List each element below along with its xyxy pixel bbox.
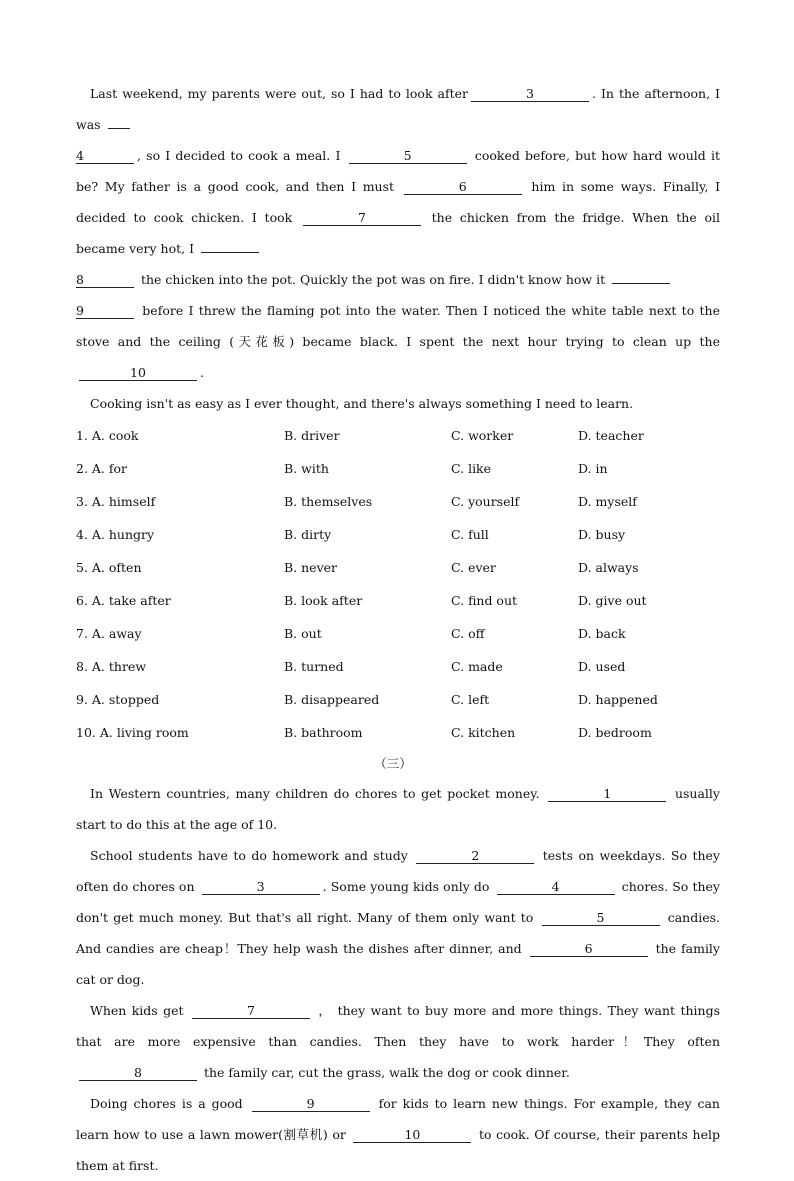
option-choice: C. ever: [451, 560, 496, 575]
option-choice: C. full: [451, 527, 489, 542]
option-choice: D. myself: [578, 494, 637, 509]
option-choice: 9. A. stopped: [76, 692, 160, 707]
option-choice: 2. A. for: [76, 461, 128, 476]
option-choice: D. happened: [578, 692, 658, 707]
s3-blank-1: 1: [548, 786, 666, 802]
s3-blank-3: 3: [202, 879, 320, 895]
option-choice: C. like: [451, 461, 492, 476]
option-choice: D. always: [578, 560, 639, 575]
s3-blank-8: 8: [79, 1065, 197, 1081]
section3-paragraph-1: In Western countries, many children do chores to get pocket money. 1 usually start to do this at the age of 10.: [76, 786, 720, 832]
worksheet-page: [76, 78, 720, 1181]
blank-8: 8: [76, 272, 134, 288]
option-choice: B. disappeared: [284, 692, 380, 707]
option-choice: C. left: [451, 692, 490, 707]
option-choice: D. in: [578, 461, 608, 476]
option-choice: D. busy: [578, 527, 626, 542]
blank-4-start: [108, 113, 130, 129]
blank-4: 4: [76, 148, 134, 164]
option-choice: 10. A. living room: [76, 725, 189, 740]
option-choice: 5. A. often: [76, 560, 142, 575]
option-row: [76, 683, 720, 716]
passage-paragraph-2: Cooking isn't as easy as I ever thought, and there's always something I need to learn.: [90, 396, 634, 411]
option-choice: B. turned: [284, 659, 344, 674]
option-choice: B. never: [284, 560, 338, 575]
blank-3: 3: [471, 86, 589, 102]
option-choice: C. kitchen: [451, 725, 516, 740]
section-title: （三）: [374, 756, 412, 771]
option-choice: B. dirty: [284, 527, 332, 542]
s3-blank-4: 4: [497, 879, 615, 895]
s3-blank-7: 7: [192, 1003, 310, 1019]
option-row: [76, 716, 720, 749]
option-choice: B. themselves: [284, 494, 373, 509]
blank-6: 6: [404, 179, 522, 195]
blank-9-start: [612, 268, 670, 284]
s3-blank-5: 5: [542, 910, 660, 926]
s3-blank-10: 10: [353, 1127, 471, 1143]
option-row: [76, 518, 720, 551]
option-choice: 1. A. cook: [76, 428, 139, 443]
option-choice: B. bathroom: [284, 725, 363, 740]
option-row: [76, 584, 720, 617]
option-choice: 6. A. take after: [76, 593, 171, 608]
blank-5: 5: [349, 148, 467, 164]
section3-paragraph-3: When kids get 7 ， they want to buy more and more things. They want things that are more expensive than candies. Then they have to work harder！They often 8 the family car, cut the grass, walk the dog or cook dinner.: [76, 1003, 720, 1080]
option-row: [76, 485, 720, 518]
option-row: [76, 452, 720, 485]
option-choice: D. teacher: [578, 428, 644, 443]
blank-9: 9: [76, 303, 134, 319]
section3-paragraph-2: School students have to do homework and study 2 tests on weekdays. So they often do chores on 3 . Some young kids only do 4 chores. So they don't get much money. But that's all right. Many of them only want to 5 candies. And candies are cheap！They help wash the dishes after dinner, and 6 the family cat or dog.: [76, 848, 720, 987]
option-choice: D. bedroom: [578, 725, 652, 740]
options-list: [76, 419, 720, 749]
s3-blank-2: 2: [416, 848, 534, 864]
section3-paragraph-4: Doing chores is a good 9 for kids to learn new things. For example, they can learn how to use a lawn mower(割草机) or 10 to cook. Of course, their parents help them at first.: [76, 1096, 720, 1173]
option-row: [76, 650, 720, 683]
option-choice: 7. A. away: [76, 626, 142, 641]
option-row: [76, 617, 720, 650]
option-row: [76, 419, 720, 452]
option-choice: 8. A. threw: [76, 659, 147, 674]
passage-paragraph-1: Last weekend, my parents were out, so I had to look after 3 . In the afternoon, I was 4 , so I decided to cook a meal. I 5 cooked before, but how hard would it be? My father is a good cook, and then I must 6 him in some ways. Finally, I decided to cook chicken. I took 7 the chicken from the fridge. When the oil became very hot, I 8 the chicken into the pot. Quickly the pot was on fire. I didn't know how it 9 before I threw the flaming pot into the water. Then I noticed the white table next to the stove and the ceiling (天花板) became black. I spent the next hour trying to clean up the 10 .: [76, 86, 721, 380]
blank-10: 10: [79, 365, 197, 381]
option-choice: C. off: [451, 626, 485, 641]
option-choice: D. used: [578, 659, 626, 674]
option-choice: B. look after: [284, 593, 363, 608]
option-row: [76, 551, 720, 584]
option-choice: B. out: [284, 626, 322, 641]
s3-blank-6: 6: [530, 941, 648, 957]
option-choice: 4. A. hungry: [76, 527, 155, 542]
option-choice: C. yourself: [451, 494, 520, 509]
option-choice: B. with: [284, 461, 329, 476]
option-choice: C. find out: [451, 593, 518, 608]
s3-blank-9: 9: [252, 1096, 370, 1112]
option-choice: C. worker: [451, 428, 514, 443]
option-choice: C. made: [451, 659, 503, 674]
option-choice: D. give out: [578, 593, 647, 608]
option-choice: B. driver: [284, 428, 340, 443]
blank-7: 7: [303, 210, 421, 226]
option-choice: 3. A. himself: [76, 494, 156, 509]
option-choice: D. back: [578, 626, 626, 641]
blank-8-start: [201, 237, 259, 253]
